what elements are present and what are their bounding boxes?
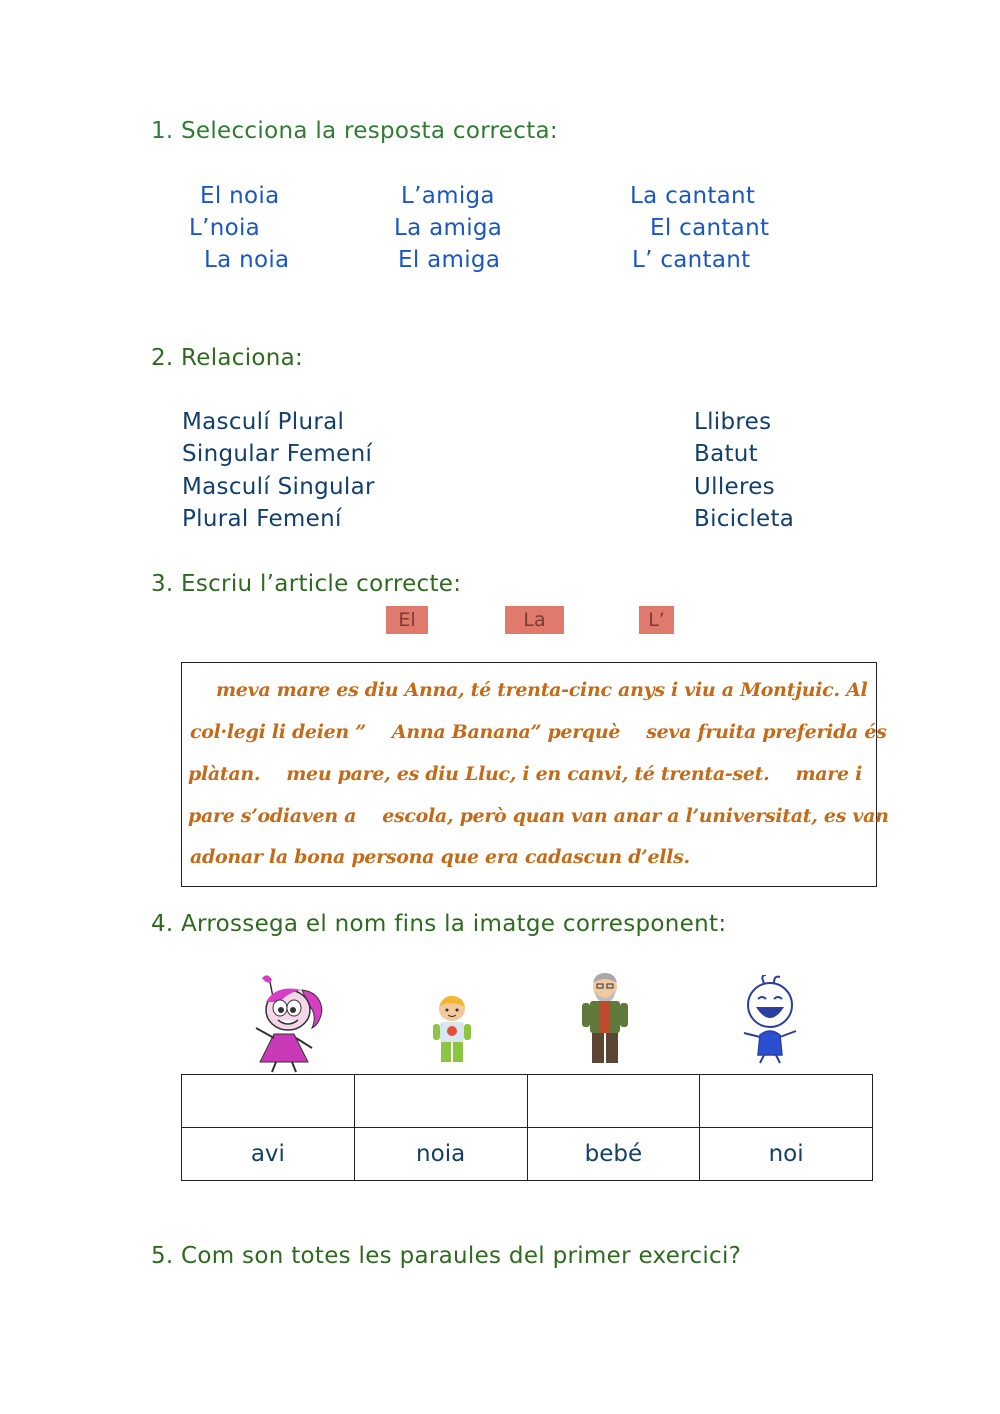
- drop-cell[interactable]: [182, 1075, 355, 1128]
- relate-left-item[interactable]: Masculí Plural: [182, 409, 345, 435]
- option-el-noia[interactable]: El noia: [200, 183, 280, 209]
- relate-right-item[interactable]: Llibres: [694, 409, 772, 435]
- word-row: [182, 1128, 873, 1181]
- story-fragment: Anna Banana” perquè: [391, 721, 621, 743]
- question-2-heading: [151, 345, 303, 371]
- story-line-2: [190, 721, 887, 743]
- question-3-heading: [151, 571, 461, 597]
- question-4-heading: [151, 911, 726, 937]
- relate-left-item[interactable]: Masculí Singular: [182, 474, 375, 500]
- question-title: Escriu l’article correcte:: [181, 571, 462, 597]
- drop-row: [182, 1075, 873, 1128]
- article-chip-l[interactable]: L’: [639, 606, 674, 634]
- grandpa-figure-image: [578, 973, 632, 1067]
- question-title: Arrossega el nom fins la imatge corresponent:: [181, 911, 727, 937]
- drop-cell[interactable]: [354, 1075, 527, 1128]
- boy-cartoon-image: [734, 975, 806, 1065]
- story-line-1: [216, 679, 867, 701]
- story-fragment: pare s’odiaven a: [188, 805, 357, 827]
- story-fragment: plàtan.: [188, 763, 261, 785]
- story-fragment: col·legi li deien ”: [190, 721, 366, 743]
- drop-cell[interactable]: [527, 1075, 700, 1128]
- option-la-cantant[interactable]: La cantant: [630, 183, 756, 209]
- question-number: 4.: [151, 911, 174, 937]
- question-number: 2.: [151, 345, 174, 371]
- word-noi[interactable]: noi: [700, 1128, 873, 1181]
- article-chip-el[interactable]: El: [386, 606, 428, 634]
- story-line-4: [188, 805, 889, 827]
- option-la-amiga[interactable]: La amiga: [394, 215, 503, 241]
- relate-right-item[interactable]: Ulleres: [694, 474, 775, 500]
- relate-right-item[interactable]: Batut: [694, 441, 758, 467]
- relate-left-item[interactable]: Plural Femení: [182, 506, 342, 532]
- question-number: 3.: [151, 571, 174, 597]
- question-5-heading: [151, 1243, 741, 1269]
- option-el-cantant[interactable]: El cantant: [650, 215, 770, 241]
- question-1-heading: [151, 118, 558, 144]
- article-chip-la[interactable]: La: [505, 606, 564, 634]
- relate-left-item[interactable]: Singular Femení: [182, 441, 373, 467]
- girl-cartoon-image: [240, 972, 330, 1074]
- story-line-5: [190, 846, 690, 868]
- story-fragment: adonar la bona persona que era cadascun d’ells.: [190, 846, 690, 868]
- word-bebe[interactable]: bebé: [527, 1128, 700, 1181]
- story-fragment: escola, però quan van anar a l’universitat, es van: [382, 805, 889, 827]
- question-number: 1.: [151, 118, 174, 144]
- matching-table: [181, 1074, 873, 1181]
- relate-right-item[interactable]: Bicicleta: [694, 506, 795, 532]
- story-text-box: [181, 662, 889, 887]
- story-fragment: mare i: [795, 763, 862, 785]
- option-l-amiga[interactable]: L’amiga: [401, 183, 495, 209]
- question-title: Relaciona:: [181, 345, 304, 371]
- story-fragment: seva fruita preferida és: [646, 721, 887, 743]
- option-l-noia[interactable]: L’noia: [189, 215, 261, 241]
- word-noia[interactable]: noia: [354, 1128, 527, 1181]
- story-fragment: meva mare es diu Anna, té trenta-cinc anys i viu a Montjuic. Al: [216, 679, 868, 701]
- word-avi[interactable]: avi: [182, 1128, 355, 1181]
- option-la-noia[interactable]: La noia: [204, 247, 290, 273]
- question-title: Com son totes les paraules del primer exercici?: [181, 1243, 742, 1269]
- question-title: Selecciona la resposta correcta:: [181, 118, 558, 144]
- story-line-3: [188, 763, 862, 785]
- question-number: 5.: [151, 1243, 174, 1269]
- story-fragment: meu pare, es diu Lluc, i en canvi, té trenta-set.: [286, 763, 770, 785]
- drop-cell[interactable]: [700, 1075, 873, 1128]
- option-el-amiga[interactable]: El amiga: [398, 247, 501, 273]
- baby-figure-image: [428, 995, 476, 1065]
- option-l-cantant[interactable]: L’ cantant: [632, 247, 751, 273]
